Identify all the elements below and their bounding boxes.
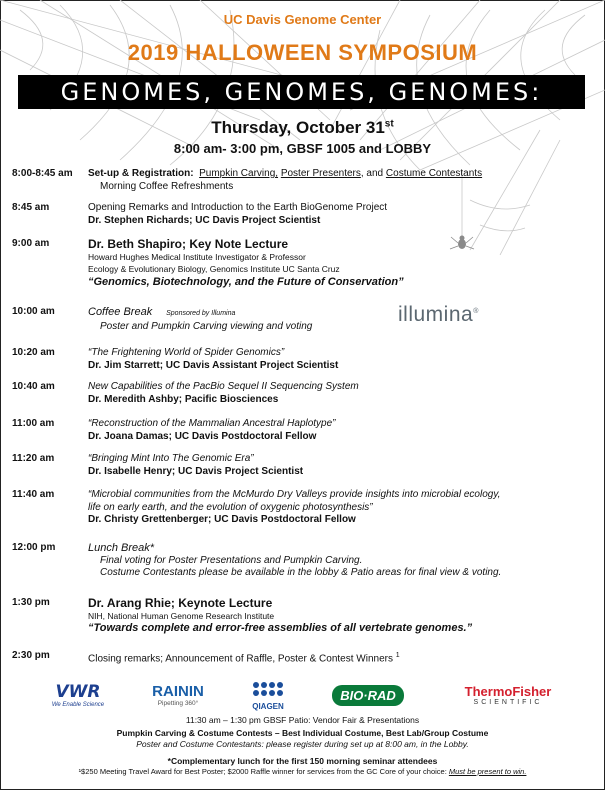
speaker-affiliation: Ecology & Evolutionary Biology, Genomics Institute UC Santa Cruz: [88, 264, 340, 274]
sponsor-note: Sponsored by Illumina: [166, 310, 236, 317]
speaker: Dr. Isabelle Henry; UC Davis Project Scientist: [88, 465, 304, 477]
event-date: Thursday, October 31st: [211, 118, 394, 137]
speaker: Dr. Meredith Ashby; Pacific Biosciences: [88, 393, 279, 405]
sponsor-logos: [28, 676, 578, 714]
row-time: 10:40 am: [12, 381, 55, 392]
row-detail: Costume Contestants please be available in the lobby & Patio areas for final view & voting.: [100, 567, 502, 578]
theme-banner: GENOMES, GENOMES, GENOMES:: [18, 75, 585, 109]
talk-title: “Bringing Mint Into The Genomic Era”: [88, 453, 254, 464]
lunch-note: *Complementary lunch for the first 150 morning seminar attendees: [167, 756, 438, 766]
row-time: 11:40 am: [12, 489, 55, 500]
talk-title: “Reconstruction of the Mammalian Ancestral Haplotype”: [88, 418, 336, 429]
row-detail: Morning Coffee Refreshments: [100, 180, 234, 192]
talk-title: “Microbial communities from the McMurdo Dry Valleys provide insights into microbial ecology,: [88, 489, 501, 500]
registration-title: Set-up & Registration:: [88, 168, 194, 179]
talk-title: New Capabilities of the PacBio Sequel II Sequencing System: [88, 381, 359, 392]
event-time-location: 8:00 am- 3:00 pm, GBSF 1005 and LOBBY: [173, 141, 432, 156]
row-time: 2:30 pm: [12, 650, 50, 661]
organizer-title: UC Davis Genome Center: [223, 12, 382, 27]
thermofisher-logo: ThermoFisher SCIENTIFIC: [464, 684, 552, 706]
row-time: 9:00 am: [12, 238, 50, 249]
row-time: 11:00 am: [12, 418, 55, 429]
row-time: 8:00-8:45 am: [12, 168, 73, 179]
row-time: 11:20 am: [12, 453, 55, 464]
row-time: 1:30 pm: [12, 597, 50, 608]
speaker: Dr. Jim Starrett; UC Davis Assistant Project Scientist: [88, 359, 339, 371]
row-time: 10:20 am: [12, 347, 55, 358]
row-time: 12:00 pm: [12, 542, 56, 553]
speaker-affiliation: Howard Hughes Medical Institute Investigator & Professor: [88, 251, 306, 262]
speaker: Dr. Stephen Richards; UC Davis Project Scientist: [88, 214, 321, 226]
vendor-fair-note: 11:30 am – 1:30 pm GBSF Patio: Vendor Fair & Presentations: [185, 715, 420, 725]
row-detail: Poster and Pumpkin Carving viewing and voting: [100, 320, 313, 332]
speaker: Dr. Christy Grettenberger; UC Davis Postdoctoral Fellow: [88, 514, 356, 525]
speaker-affiliation: NIH, National Human Genome Research Institute: [88, 610, 275, 621]
pumpkin-carving-link: Pumpkin Carving,: [199, 168, 279, 179]
qiagen-logo: QIAGEN: [238, 676, 298, 714]
speaker: Dr. Joana Damas; UC Davis Postdoctoral Fellow: [88, 430, 317, 442]
illumina-logo: illumina®: [398, 303, 479, 326]
talk-title: “Towards complete and error-free assemblies of all vertebrate genomes.”: [88, 622, 473, 634]
poster-presenters-link: Poster Presenters: [280, 168, 361, 179]
registration-note: Poster and Costume Contestants: please register during set up at 8:00 am, in the Lobby.: [136, 739, 469, 749]
award-note: ¹$250 Meeting Travel Award for Best Poster; $2000 Raffle winner for services from the GC Core of your choice: Must be present to win.: [78, 767, 527, 776]
break-title: Lunch Break*: [88, 542, 155, 554]
row-detail: Final voting for Poster Presentations and Pumpkin Carving.: [100, 554, 363, 566]
talk-title: “The Frightening World of Spider Genomics”: [88, 347, 285, 358]
rainin-logo: RAININ Pipetting 360°: [152, 683, 204, 707]
closing-remarks: Closing remarks; Announcement of Raffle, Poster & Contest Winners: [88, 653, 393, 665]
talk-title: Opening Remarks and Introduction to the Earth BioGenome Project: [88, 202, 388, 213]
keynote-speaker: Dr. Beth Shapiro; Key Note Lecture: [88, 237, 289, 251]
costume-contestants-link: Costume Contestants: [385, 168, 483, 179]
biorad-logo: BIO·RAD: [328, 676, 408, 714]
vwr-logo: VWR We Enable Science: [51, 682, 105, 708]
keynote-speaker: Dr. Arang Rhie; Keynote Lecture: [88, 596, 273, 610]
talk-title-cont: life on early earth, and the evolution of oxygenic photosynthesis”: [88, 501, 373, 513]
talk-title: “Genomics, Biotechnology, and the Future of Conservation”: [88, 275, 404, 288]
contests-note: Pumpkin Carving & Costume Contests – Best Individual Costume, Best Lab/Group Costume: [116, 728, 489, 738]
break-title: Coffee Break: [88, 306, 153, 318]
qiagen-dots-icon: [250, 680, 286, 702]
row-time: 10:00 am: [12, 306, 55, 317]
row-time: 8:45 am: [12, 202, 50, 213]
event-title: 2019 HALLOWEEN SYMPOSIUM: [127, 40, 478, 65]
